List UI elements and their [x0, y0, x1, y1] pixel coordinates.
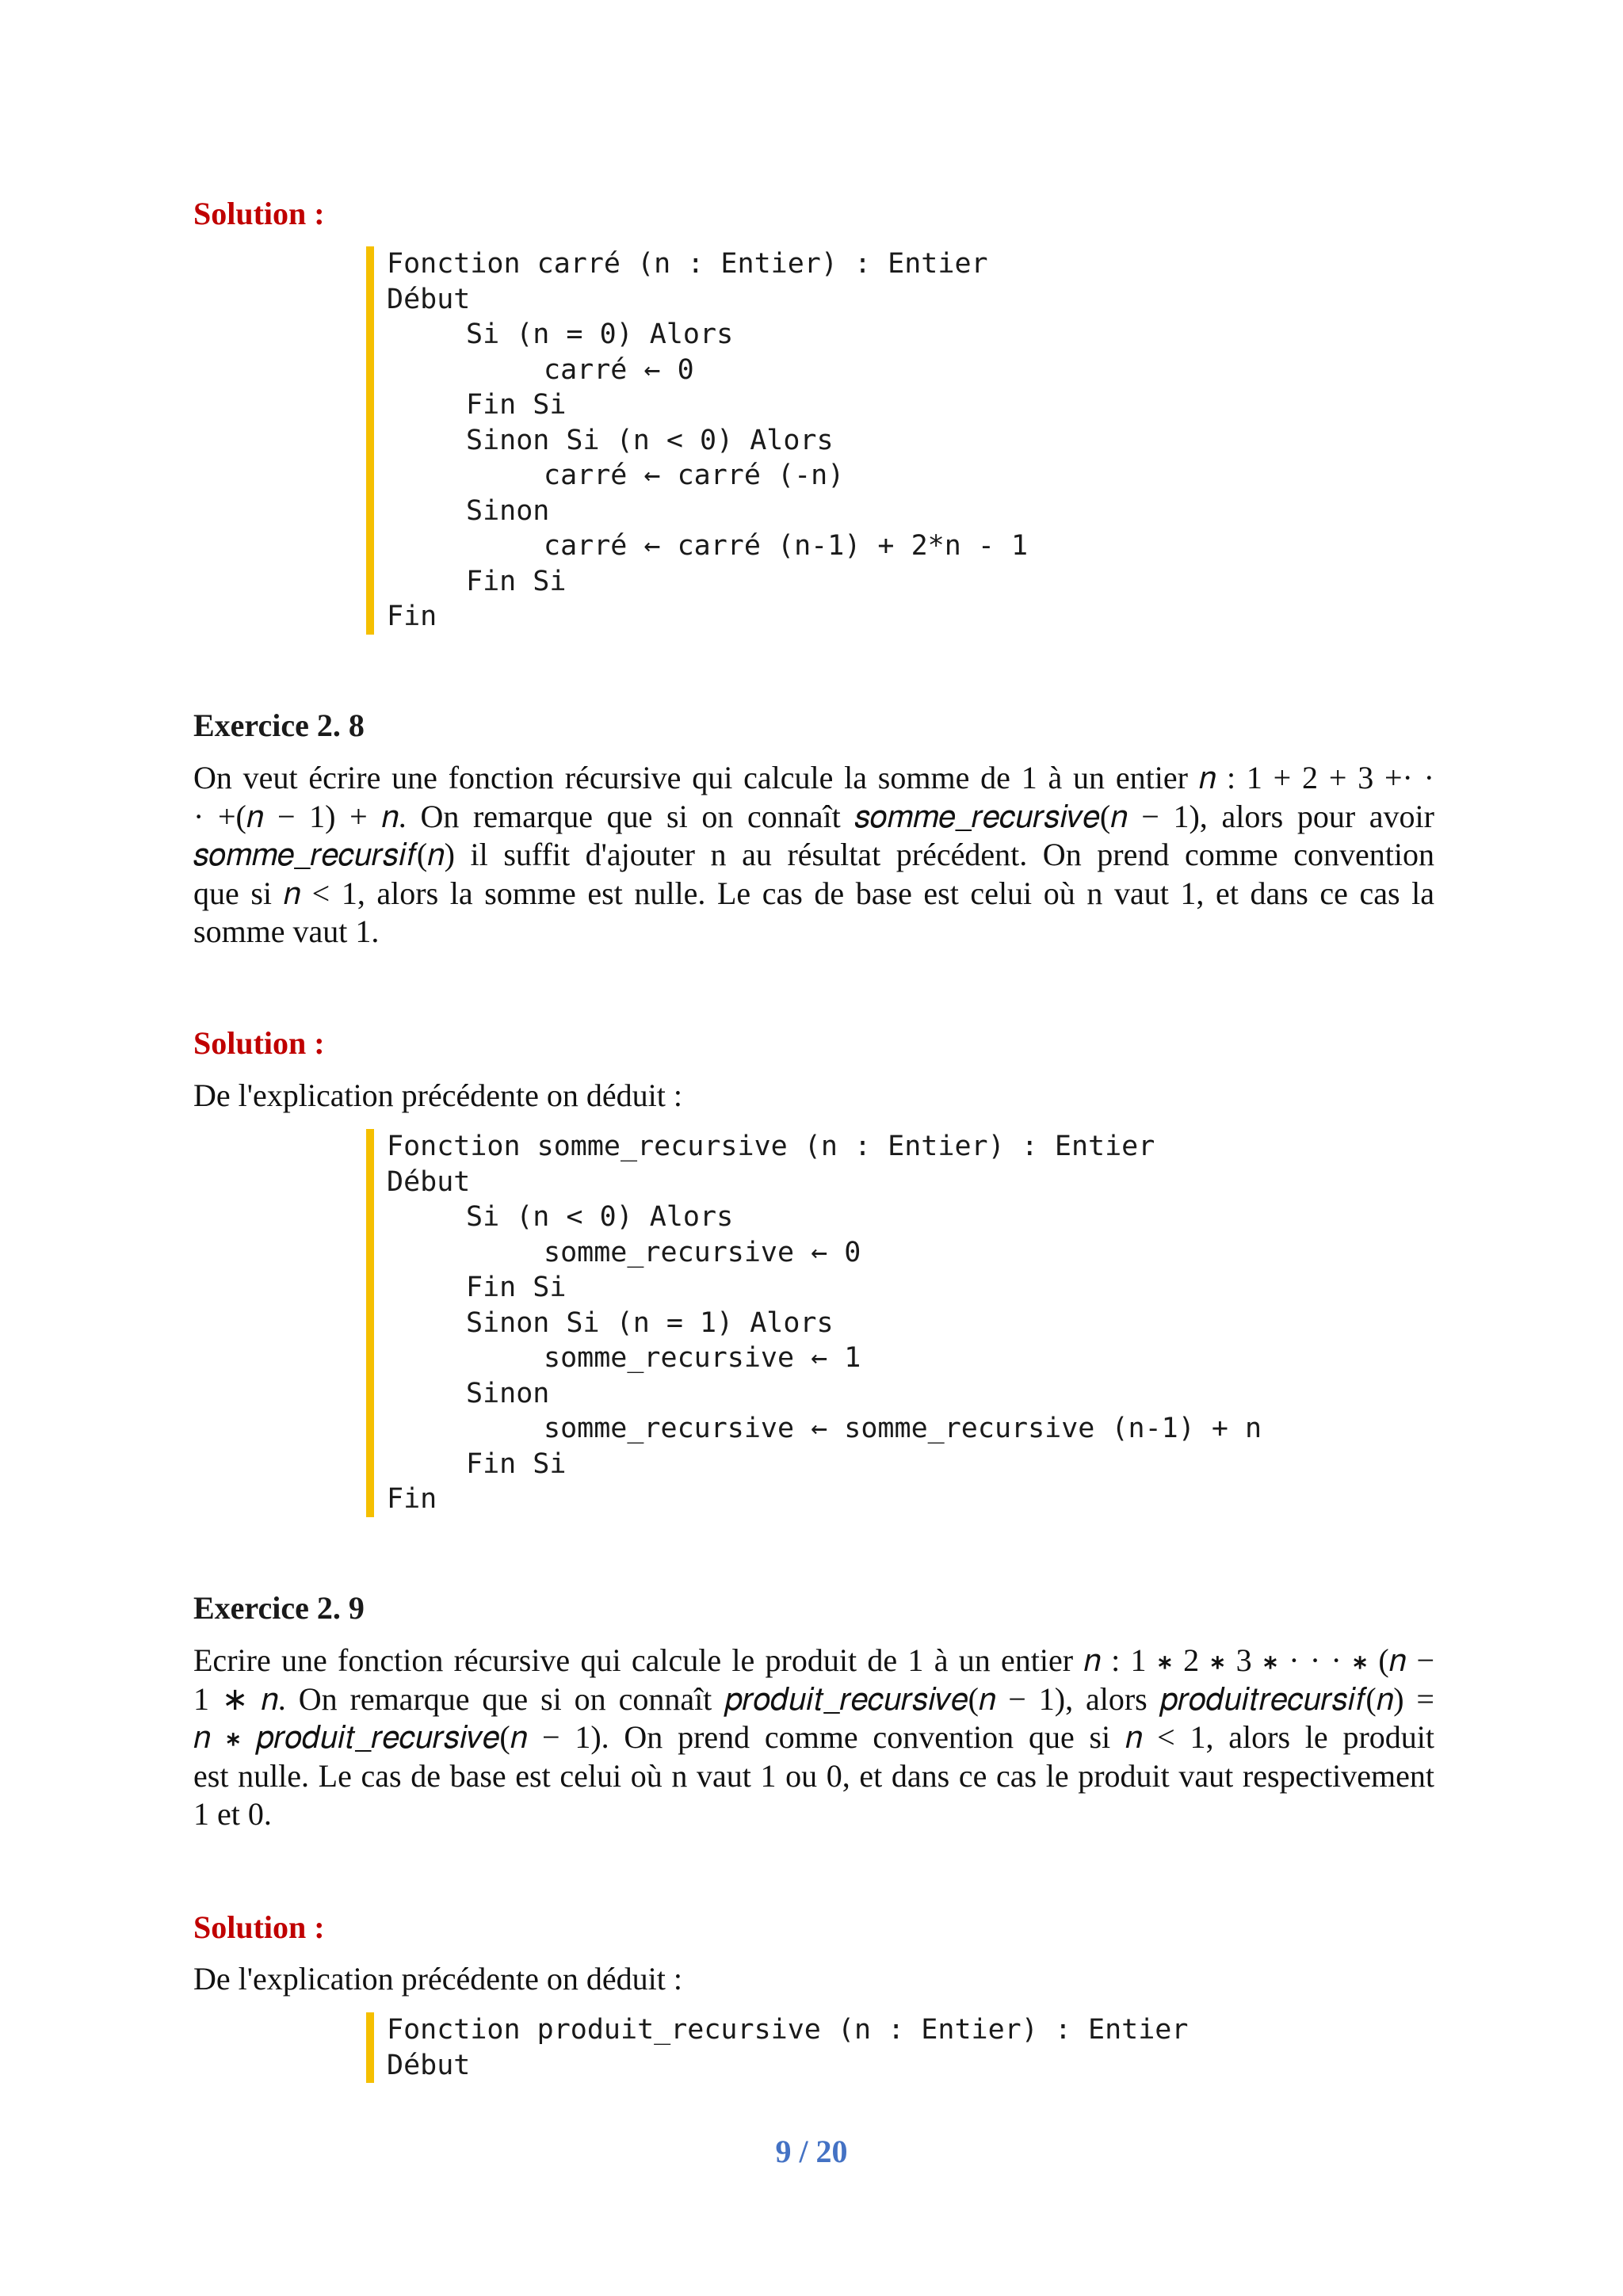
paragraph-line: 𝑠𝑜𝑚𝑚𝑒_𝑟𝑒𝑐𝑢𝑟𝑠𝑖𝑓(𝑛) il suffit d'ajouter n au résultat précédent. On prend comme convention	[193, 837, 1434, 872]
exercise-heading: Exercice 2. 9	[193, 1590, 365, 1626]
solution-intro: De l'explication précédente on déduit :	[193, 1077, 682, 1113]
code-line: Début	[387, 1165, 471, 1198]
code-line: Sinon Si (n = 1) Alors	[466, 1306, 834, 1339]
code-line: Sinon	[466, 1377, 550, 1409]
code-line: Fin Si	[466, 565, 567, 597]
exercise-2-8-text	[193, 759, 1434, 952]
code-line: carré ← 0	[544, 353, 694, 386]
code-line: Fin Si	[466, 389, 567, 421]
paragraph-line: somme vaut 1.	[193, 913, 380, 949]
solution-heading: Solution :	[193, 1909, 325, 1945]
code-block-somme	[366, 1129, 1262, 1517]
solution-intro: De l'explication précédente on déduit :	[193, 1961, 682, 1997]
code-line: Fonction somme_recursive (n : Entier) : Entier	[387, 1131, 1155, 1162]
solution-heading: Solution :	[193, 196, 325, 231]
exercise-heading: Exercice 2. 8	[193, 707, 365, 743]
solution-heading: Solution :	[193, 1025, 325, 1061]
code-block-carre	[366, 246, 1028, 635]
exercise-2-9-text	[193, 1642, 1434, 1834]
code-line: Fin Si	[466, 1272, 567, 1303]
code-line: carré ← carré (n-1) + 2*n - 1	[544, 530, 1029, 562]
code-line: Fin	[387, 601, 437, 632]
page-number: 9 / 20	[775, 2134, 848, 2169]
code-line: Fonction produit_recursive (n : Entier) : Entier	[387, 2014, 1189, 2046]
code-line: somme_recursive ← 0	[544, 1236, 861, 1268]
code-line: Sinon	[466, 494, 550, 527]
code-line: Début	[387, 283, 471, 315]
paragraph-line: 1 ∗ 𝑛. On remarque que si on connaît 𝑝𝑟𝑜𝑑𝑢𝑖𝑡_𝑟𝑒𝑐𝑢𝑟𝑠𝑖𝑣𝑒(𝑛 − 1), alors 𝑝𝑟𝑜𝑑𝑢𝑖𝑡𝑟𝑒𝑐𝑢𝑟𝑠𝑖𝑓(𝑛) =	[193, 1680, 1434, 1717]
paragraph-line: 𝑛 ∗ 𝑝𝑟𝑜𝑑𝑢𝑖𝑡_𝑟𝑒𝑐𝑢𝑟𝑠𝑖𝑣𝑒(𝑛 − 1). On prend comme convention que si 𝑛 < 1, alors le produit	[193, 1719, 1434, 1755]
paragraph-line: On veut écrire une fonction récursive qui calcule la somme de 1 à un entier 𝑛 : 1 + 2 + 3 +· ·	[193, 760, 1434, 795]
code-block-produit	[366, 2012, 1188, 2083]
paragraph-line: que si 𝑛 < 1, alors la somme est nulle. Le cas de base est celui où n vaut 1, et dans ce cas la	[193, 875, 1434, 911]
code-line: carré ← carré (-n)	[544, 460, 845, 491]
paragraph-line: est nulle. Le cas de base est celui où n vaut 1 ou 0, et dans ce cas le produit vaut respectivement	[193, 1757, 1434, 1794]
code-line: Début	[387, 2049, 471, 2081]
code-line: somme_recursive ← 1	[544, 1342, 861, 1374]
code-line: Fin	[387, 1483, 437, 1515]
code-line: Si (n < 0) Alors	[466, 1201, 734, 1233]
code-line: Fin Si	[466, 1447, 567, 1480]
code-line: Sinon Si (n < 0) Alors	[466, 424, 834, 456]
paragraph-line: · +(𝑛 − 1) + 𝑛. On remarque que si on connaît 𝑠𝑜𝑚𝑚𝑒_𝑟𝑒𝑐𝑢𝑟𝑠𝑖𝑣𝑒(𝑛 − 1), alors pour avoir	[193, 798, 1434, 834]
paragraph-line: 1 et 0.	[193, 1796, 272, 1832]
code-line: Fonction carré (n : Entier) : Entier	[387, 248, 988, 280]
code-line: somme_recursive ← somme_recursive (n-1) + n	[544, 1413, 1262, 1444]
code-line: Si (n = 0) Alors	[466, 318, 734, 350]
paragraph-line: Ecrire une fonction récursive qui calcule le produit de 1 à un entier 𝑛 : 1 ∗ 2 ∗ 3 ∗ · · · ∗ (𝑛 −	[193, 1642, 1434, 1678]
